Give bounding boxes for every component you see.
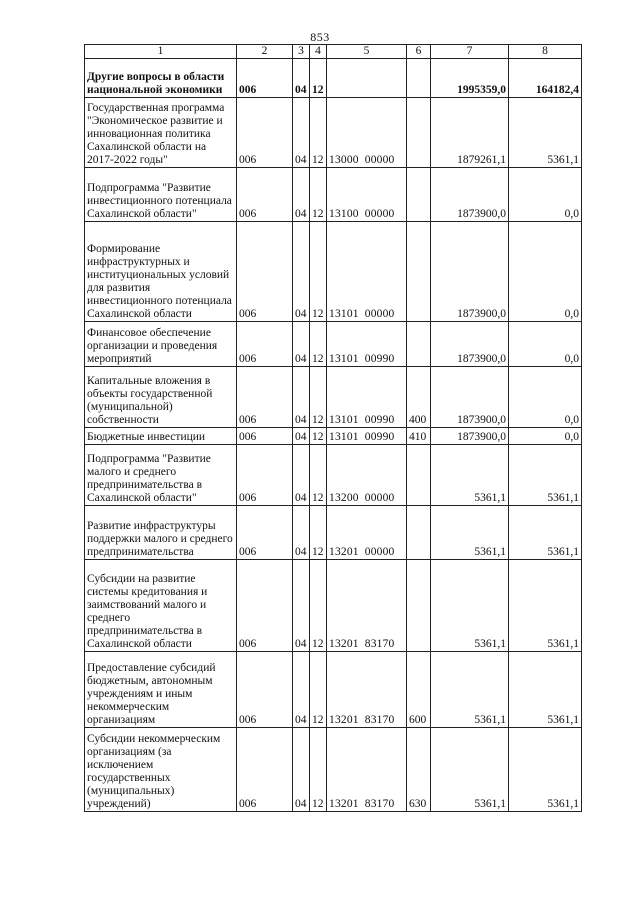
section-cell: 04 (293, 222, 310, 322)
target-article-direction: 00990 (364, 353, 395, 365)
row-name-cell: Другие вопросы в области национальной экономики (85, 59, 237, 98)
budget-table (84, 44, 582, 812)
expense-type-cell: 410 (407, 428, 431, 445)
amount-col8-cell: 0,0 (509, 367, 582, 428)
amount-col8-cell: 0,0 (509, 222, 582, 322)
target-article-program: 13201 (329, 638, 359, 650)
target-article-cell (327, 728, 407, 812)
amount-col7-cell: 1879261,1 (431, 98, 509, 168)
target-article-direction: 00990 (364, 431, 395, 443)
section-cell: 04 (293, 560, 310, 652)
target-article-direction: 00990 (364, 414, 395, 426)
section-cell: 04 (293, 728, 310, 812)
target-article-direction: 83170 (364, 798, 395, 810)
row-name-cell: Субсидии на развитие системы кредитования и заимствований малого и среднего предпринимательства в Сахалинской области (85, 560, 237, 652)
expense-type-cell (407, 98, 431, 168)
table-body (85, 59, 582, 812)
target-article-program: 13101 (329, 308, 359, 320)
amount-col8-cell: 0,0 (509, 322, 582, 367)
row-name-cell: Подпрограмма "Развитие инвестиционного потенциала Сахалинской области" (85, 168, 237, 222)
amount-col8-cell: 5361,1 (509, 728, 582, 812)
target-article-cell (327, 652, 407, 728)
target-article-program: 13201 (329, 546, 359, 558)
target-article-direction: 00000 (364, 492, 395, 504)
target-article-cell (327, 506, 407, 560)
target-article-direction: 00000 (364, 308, 395, 320)
amount-col7-cell: 1873900,0 (431, 168, 509, 222)
column-header-2: 2 (237, 45, 293, 59)
column-header-5: 5 (327, 45, 407, 59)
section-cell: 04 (293, 168, 310, 222)
subsection-cell: 12 (310, 168, 327, 222)
target-article-program: 13201 (329, 714, 359, 726)
row-name-cell: Предоставление субсидий бюджетным, автономным учреждениям и иным некоммерческим организациям (85, 652, 237, 728)
amount-col8-cell: 164182,4 (509, 59, 582, 98)
amount-col7-cell: 5361,1 (431, 445, 509, 506)
target-article-cell (327, 428, 407, 445)
row-name-cell: Бюджетные инвестиции (85, 428, 237, 445)
target-article-direction: 00000 (364, 208, 395, 220)
admin-code-cell: 006 (237, 445, 293, 506)
target-article-program: 13201 (329, 798, 359, 810)
page-number: 853 (310, 30, 330, 44)
amount-col8-cell: 0,0 (509, 428, 582, 445)
amount-col7-cell: 5361,1 (431, 560, 509, 652)
expense-type-cell (407, 222, 431, 322)
admin-code-cell: 006 (237, 367, 293, 428)
row-name-cell: Формирование инфраструктурных и институциональных условий для развития инвестиционного потенциала Сахалинской области (85, 222, 237, 322)
table-row (85, 445, 582, 506)
table-row (85, 322, 582, 367)
expense-type-cell: 400 (407, 367, 431, 428)
subsection-cell: 12 (310, 652, 327, 728)
target-article-program: 13101 (329, 353, 359, 365)
target-article-program: 13101 (329, 431, 359, 443)
table-row (85, 98, 582, 168)
amount-col7-cell: 1995359,0 (431, 59, 509, 98)
admin-code-cell: 006 (237, 560, 293, 652)
column-header-8: 8 (509, 45, 582, 59)
row-name-cell: Подпрограмма "Развитие малого и среднего предпринимательства в Сахалинской области" (85, 445, 237, 506)
amount-col7-cell: 5361,1 (431, 506, 509, 560)
expense-type-cell (407, 322, 431, 367)
amount-col8-cell: 5361,1 (509, 445, 582, 506)
section-cell: 04 (293, 367, 310, 428)
target-article-cell (327, 367, 407, 428)
section-cell: 04 (293, 59, 310, 98)
amount-col7-cell: 1873900,0 (431, 428, 509, 445)
amount-col8-cell: 5361,1 (509, 560, 582, 652)
row-name-cell: Государственная программа "Экономическое развитие и инновационная политика Сахалинской области на 2017-2022 годы" (85, 98, 237, 168)
target-article-cell (327, 168, 407, 222)
section-cell: 04 (293, 428, 310, 445)
target-article-direction: 00000 (364, 546, 395, 558)
target-article-program: 13000 (329, 154, 359, 166)
column-header-4: 4 (310, 45, 327, 59)
expense-type-cell (407, 59, 431, 98)
amount-col8-cell: 5361,1 (509, 506, 582, 560)
header-row (85, 45, 582, 59)
row-name-cell: Финансовое обеспечение организации и проведения мероприятий (85, 322, 237, 367)
section-cell: 04 (293, 98, 310, 168)
table-row (85, 560, 582, 652)
subsection-cell: 12 (310, 98, 327, 168)
amount-col7-cell: 1873900,0 (431, 367, 509, 428)
amount-col8-cell: 5361,1 (509, 652, 582, 728)
subsection-cell: 12 (310, 428, 327, 445)
target-article-cell (327, 322, 407, 367)
amount-col7-cell: 1873900,0 (431, 322, 509, 367)
table-row (85, 367, 582, 428)
expense-type-cell (407, 560, 431, 652)
target-article-program: 13200 (329, 492, 359, 504)
target-article-cell (327, 222, 407, 322)
admin-code-cell: 006 (237, 59, 293, 98)
expense-type-cell: 600 (407, 652, 431, 728)
admin-code-cell: 006 (237, 506, 293, 560)
amount-col8-cell: 0,0 (509, 168, 582, 222)
target-article-cell (327, 59, 407, 98)
section-cell: 04 (293, 652, 310, 728)
expense-type-cell (407, 445, 431, 506)
subsection-cell: 12 (310, 59, 327, 98)
admin-code-cell: 006 (237, 428, 293, 445)
target-article-program: 13101 (329, 414, 359, 426)
subsection-cell: 12 (310, 222, 327, 322)
target-article-direction: 00000 (364, 154, 395, 166)
section-cell: 04 (293, 506, 310, 560)
expense-type-cell: 630 (407, 728, 431, 812)
admin-code-cell: 006 (237, 168, 293, 222)
column-header-6: 6 (407, 45, 431, 59)
table-row (85, 506, 582, 560)
subsection-cell: 12 (310, 445, 327, 506)
column-header-7: 7 (431, 45, 509, 59)
table-row (85, 222, 582, 322)
column-header-1: 1 (85, 45, 237, 59)
admin-code-cell: 006 (237, 652, 293, 728)
target-article-cell (327, 98, 407, 168)
amount-col7-cell: 5361,1 (431, 652, 509, 728)
amount-col7-cell: 5361,1 (431, 728, 509, 812)
table-row (85, 652, 582, 728)
row-name-cell: Развитие инфраструктуры поддержки малого и среднего предпринимательства (85, 506, 237, 560)
expense-type-cell (407, 168, 431, 222)
row-name-cell: Субсидии некоммерческим организациям (за исключением государственных (муниципальных) учреждений) (85, 728, 237, 812)
subsection-cell: 12 (310, 322, 327, 367)
subsection-cell: 12 (310, 506, 327, 560)
subsection-cell: 12 (310, 728, 327, 812)
target-article-direction: 83170 (364, 638, 395, 650)
target-article-direction: 83170 (364, 714, 395, 726)
column-header-3: 3 (293, 45, 310, 59)
admin-code-cell: 006 (237, 728, 293, 812)
expense-type-cell (407, 506, 431, 560)
row-name-cell: Капитальные вложения в объекты государственной (муниципальной) собственности (85, 367, 237, 428)
section-cell: 04 (293, 322, 310, 367)
admin-code-cell: 006 (237, 98, 293, 168)
target-article-program: 13100 (329, 208, 359, 220)
subsection-cell: 12 (310, 367, 327, 428)
subsection-cell: 12 (310, 560, 327, 652)
table-row (85, 428, 582, 445)
target-article-cell (327, 445, 407, 506)
target-article-cell (327, 560, 407, 652)
table-row (85, 59, 582, 98)
amount-col8-cell: 5361,1 (509, 98, 582, 168)
section-cell: 04 (293, 445, 310, 506)
table-row (85, 728, 582, 812)
table-row (85, 168, 582, 222)
admin-code-cell: 006 (237, 222, 293, 322)
amount-col7-cell: 1873900,0 (431, 222, 509, 322)
admin-code-cell: 006 (237, 322, 293, 367)
